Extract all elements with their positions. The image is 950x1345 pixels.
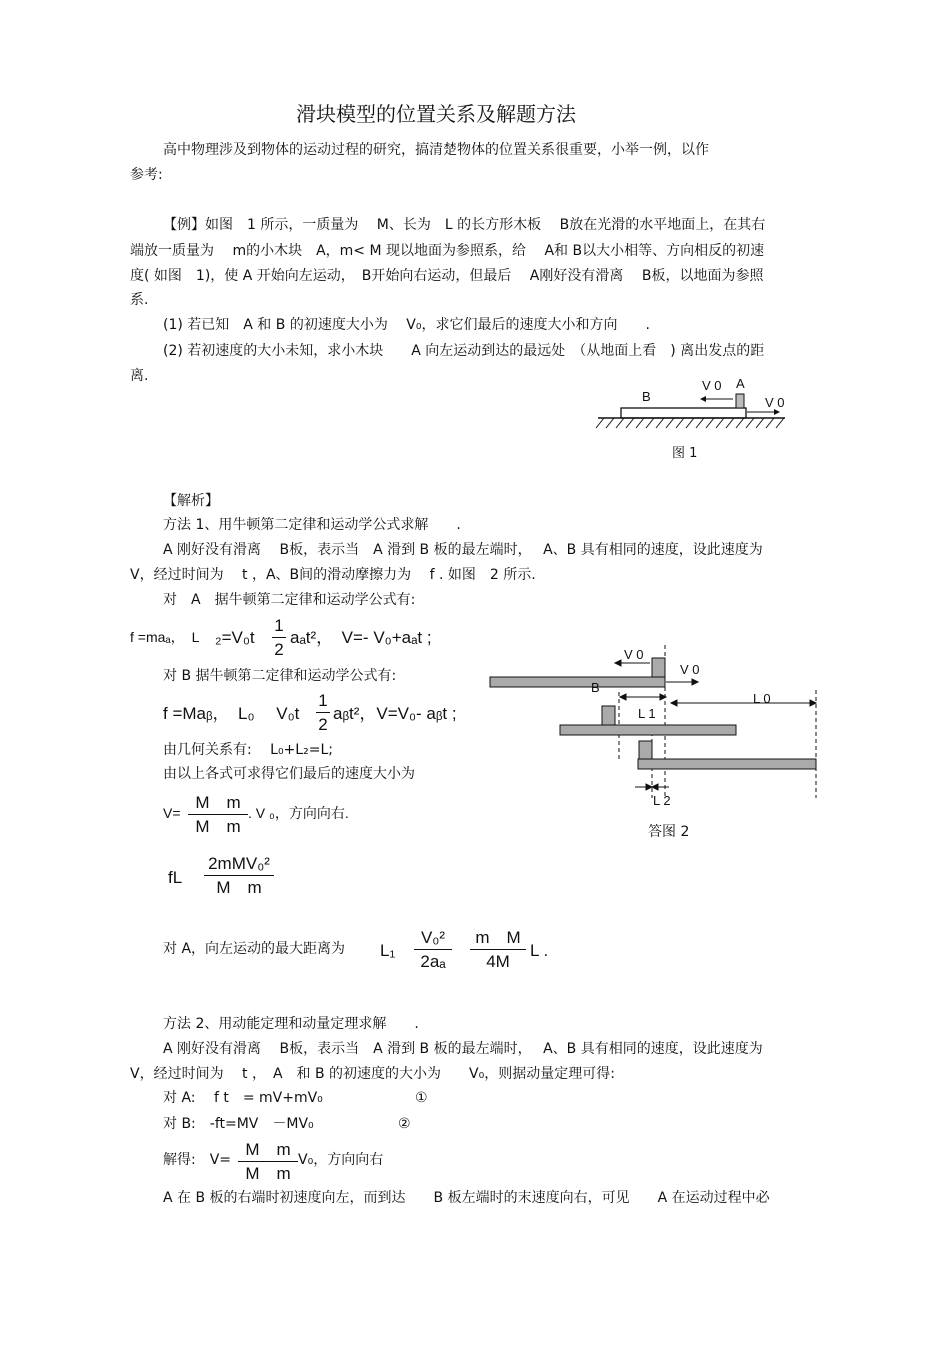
solution-lhs: 解得: V= <box>163 1152 232 1168</box>
max-distance-fraction-2 <box>470 929 526 970</box>
question-2-cont: 离. <box>130 368 149 384</box>
last-line: A 在 B 板的右端时初速度向左，而到达 B 板左端时的末速度向右，可见 A 在运动过程中必 <box>163 1190 770 1206</box>
method-1-title: 方法 1、用牛顿第二定律和运动学公式求解 . <box>163 517 461 533</box>
solution-heading: 【解析】 <box>163 493 219 509</box>
from-all-text: 由以上各式可求得它们最后的速度大小为 <box>163 766 415 782</box>
solution-fraction <box>238 1141 298 1182</box>
label-v0-b: V 0 <box>765 395 785 410</box>
fig2-label-l1: L 1 <box>638 706 656 721</box>
question-1: (1) 若已知 A 和 B 的初速度大小为 V₀，求它们最后的速度大小和方向 . <box>163 317 650 333</box>
fraction-2-numerator: m M <box>475 928 521 947</box>
method-1-line-1: A 刚好没有滑离 B板，表示当 A 滑到 B 板的最左端时， A、B 具有相同的速度，设此速度为 <box>163 542 763 558</box>
for-b-text: 对 B 据牛顿第二定律和运动学公式有: <box>163 668 397 684</box>
fig2-label-v0-b: V 0 <box>680 662 700 677</box>
question-2: (2) 若初速度的大小未知，求小木块 A 向左运动到达的最远处 （从地面上看 ) 离出发点的距 <box>163 343 765 359</box>
block-a <box>736 394 744 408</box>
method-2-line-1: A 刚好没有滑离 B板，表示当 A 滑到 B 板的最左端时， A、B 具有相同的速度，设此速度为 <box>163 1041 763 1057</box>
block-a-middle <box>602 706 615 725</box>
solution-denominator: M m <box>245 1164 291 1183</box>
eq-a-part-1: f =maₐ， L <box>130 629 200 645</box>
fraction-numerator: 1 <box>274 616 284 635</box>
fl-numerator: 2mMV₀² <box>208 854 270 873</box>
v-fraction <box>188 794 248 835</box>
label-b: B <box>642 389 651 404</box>
fraction-1-denominator: 2aₐ <box>420 952 446 971</box>
equation-2-number: ② <box>398 1116 411 1132</box>
label-a: A <box>736 376 745 391</box>
fraction-denominator: 2 <box>274 640 284 659</box>
v-denominator: M m <box>195 817 241 836</box>
fl-fraction <box>204 855 274 896</box>
page-title: 滑块模型的位置关系及解题方法 <box>296 102 576 126</box>
solution-tail: V₀，方向向右 <box>298 1152 384 1168</box>
block-a-final <box>639 741 652 759</box>
method-2-title: 方法 2、用动能定理和动量定理求解 . <box>163 1016 419 1032</box>
example-line-1: 【例】如图 1 所示，一质量为 M、长为 L 的长方形木板 B放在光滑的水平地面上，在其右 <box>163 217 766 233</box>
v-lhs: V= <box>163 805 181 821</box>
method-2-line-2: V，经过时间为 t ， A 和 B 的初速度的大小为 V₀，则据动量定理可得: <box>130 1066 615 1082</box>
eq-a-fraction <box>272 617 286 658</box>
eq-a-part-2: ₂=V₀t <box>215 628 255 647</box>
max-distance-tail: L . <box>530 941 549 960</box>
example-line-2: 端放一质量为 m的小木块 A，m< M 现以地面为参照系，给 A和 B以大小相等、方向相反的初速 <box>130 243 765 259</box>
solution-numerator: M m <box>245 1140 291 1159</box>
figure-2-caption: 答图 2 <box>648 824 690 840</box>
fraction-2-denominator: 4M <box>486 952 510 971</box>
figure-1-caption: 图 1 <box>672 446 698 461</box>
board-b-final <box>638 759 816 769</box>
fig2-label-l2: L 2 <box>653 793 671 808</box>
for-a-text: 对 A 据牛顿第二定律和运动学公式有: <box>163 592 416 608</box>
v-tail: . V ₀，方向向右. <box>248 805 349 821</box>
fl-denominator: M m <box>216 878 262 897</box>
v-numerator: M m <box>195 793 241 812</box>
eq-b-part-3: aᵦt²，V=V₀- aᵦt ; <box>333 704 457 723</box>
geometry-relation: 由几何关系有: L₀+L₂=L; <box>163 742 333 758</box>
eq-a-part-3: aₐt²， V=- V₀+aₐt ; <box>290 628 432 647</box>
fraction-1-numerator: V₀² <box>420 928 446 947</box>
equation-1-number: ① <box>415 1090 428 1106</box>
fig2-label-v0-a: V 0 <box>624 647 644 662</box>
fig2-label-b: B <box>591 680 600 695</box>
intro-line-2: 参考: <box>130 167 163 183</box>
fig2-label-l0: L 0 <box>753 691 771 706</box>
max-distance-fraction-1 <box>414 929 452 970</box>
max-distance-l1: L₁ <box>380 941 396 960</box>
board-b-initial <box>490 677 665 687</box>
eq-b-part-1: f =Maᵦ， L₀ V₀t <box>163 704 300 723</box>
example-line-4: 系. <box>130 292 149 308</box>
equation-1: 对 A: f t = mV+mV₀ <box>163 1090 323 1106</box>
fraction-numerator: 1 <box>318 691 328 710</box>
block-a-initial <box>652 658 665 677</box>
max-distance-text: 对 A，向左运动的最大距离为 <box>163 941 346 957</box>
intro-line-1: 高中物理涉及到物体的运动过程的研究，搞清楚物体的位置关系很重要，小举一例，以作 <box>163 142 709 158</box>
method-1-line-2: V，经过时间为 t ，A、B间的滑动摩擦力为 f . 如图 2 所示. <box>130 567 536 583</box>
example-line-3: 度( 如图 1)，使 A 开始向左运动， B开始向右运动，但最后 A刚好没有滑离 B板，以地面为参照 <box>130 268 764 284</box>
fraction-denominator: 2 <box>318 715 328 734</box>
figure-2 <box>485 640 825 815</box>
eq-b-fraction <box>316 692 330 733</box>
board-b-middle <box>560 725 736 735</box>
fl-lhs: fL <box>168 868 183 887</box>
label-v0-a: V 0 <box>702 378 722 393</box>
board-b <box>621 408 746 418</box>
equation-2: 对 B: -ft=MV －MV₀ <box>163 1116 314 1132</box>
